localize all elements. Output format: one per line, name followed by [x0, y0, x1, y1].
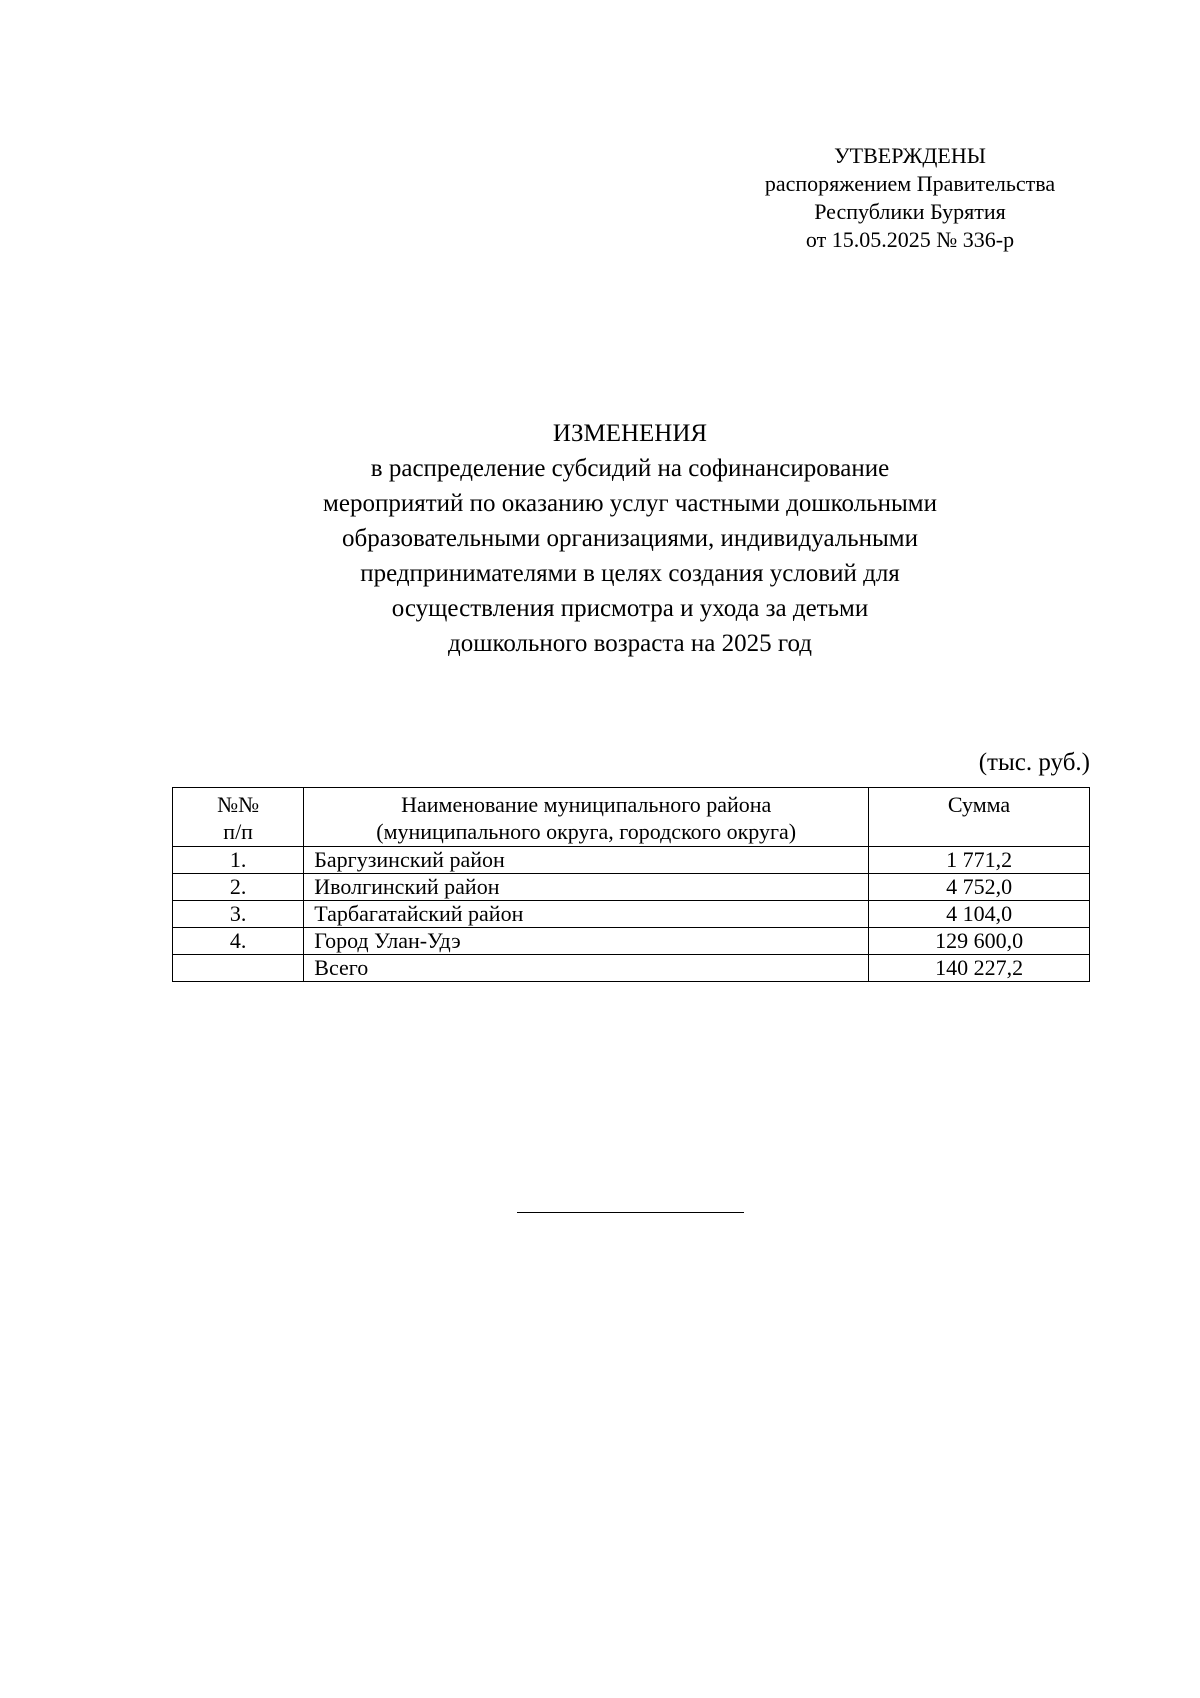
row-number: 1.	[173, 847, 304, 874]
title-line: осуществления присмотра и ухода за детьми	[391, 595, 869, 622]
approval-date-number: от 15.05.2025 № 336-р	[805, 227, 1015, 252]
approval-authority: распоряжением Правительства	[764, 171, 1056, 196]
title-line: мероприятий по оказанию услуг частными дошкольными	[323, 490, 937, 517]
row-sum: 129 600,0	[869, 928, 1090, 955]
approval-region: Республики Бурятия	[814, 199, 1006, 224]
title-line: дошкольного возраста на 2025 год	[447, 630, 813, 657]
header-number-line2: п/п	[223, 819, 253, 844]
units-label: (тыс. руб.)	[978, 749, 1090, 776]
total-sum: 140 227,2	[869, 955, 1090, 982]
distribution-table	[172, 787, 1090, 982]
row-number: 4.	[173, 928, 304, 955]
approval-status: УТВЕРЖДЕНЫ	[834, 143, 986, 168]
title-heading: ИЗМЕНЕНИЯ	[552, 420, 708, 447]
table-row	[173, 874, 1090, 901]
row-sum: 1 771,2	[869, 847, 1090, 874]
total-label: Всего	[304, 955, 869, 982]
closing-rule	[517, 1212, 744, 1213]
table-row	[173, 901, 1090, 928]
header-number	[173, 788, 304, 847]
title-line: образовательными организациями, индивидуальными	[341, 525, 919, 552]
header-sum: Сумма	[869, 788, 1090, 847]
header-name-line2: (муниципального округа, городского округа)	[376, 819, 797, 844]
row-district-name: Баргузинский район	[304, 847, 869, 874]
row-sum: 4 752,0	[869, 874, 1090, 901]
row-district-name: Иволгинский район	[304, 874, 869, 901]
row-district-name: Город Улан-Удэ	[304, 928, 869, 955]
document-title	[230, 416, 1030, 661]
row-sum: 4 104,0	[869, 901, 1090, 928]
header-number-line1: №№	[217, 792, 260, 817]
table-row	[173, 928, 1090, 955]
approval-block	[750, 142, 1070, 254]
header-name	[304, 788, 869, 847]
table-total-row	[173, 955, 1090, 982]
title-line: предпринимателями в целях создания условий для	[360, 560, 900, 587]
total-number	[173, 955, 304, 982]
table-header-row	[173, 788, 1090, 847]
header-name-line1: Наименование муниципального района	[401, 792, 772, 817]
row-district-name: Тарбагатайский район	[304, 901, 869, 928]
table-row	[173, 847, 1090, 874]
row-number: 2.	[173, 874, 304, 901]
row-number: 3.	[173, 901, 304, 928]
title-line: в распределение субсидий на софинансирование	[370, 455, 890, 482]
